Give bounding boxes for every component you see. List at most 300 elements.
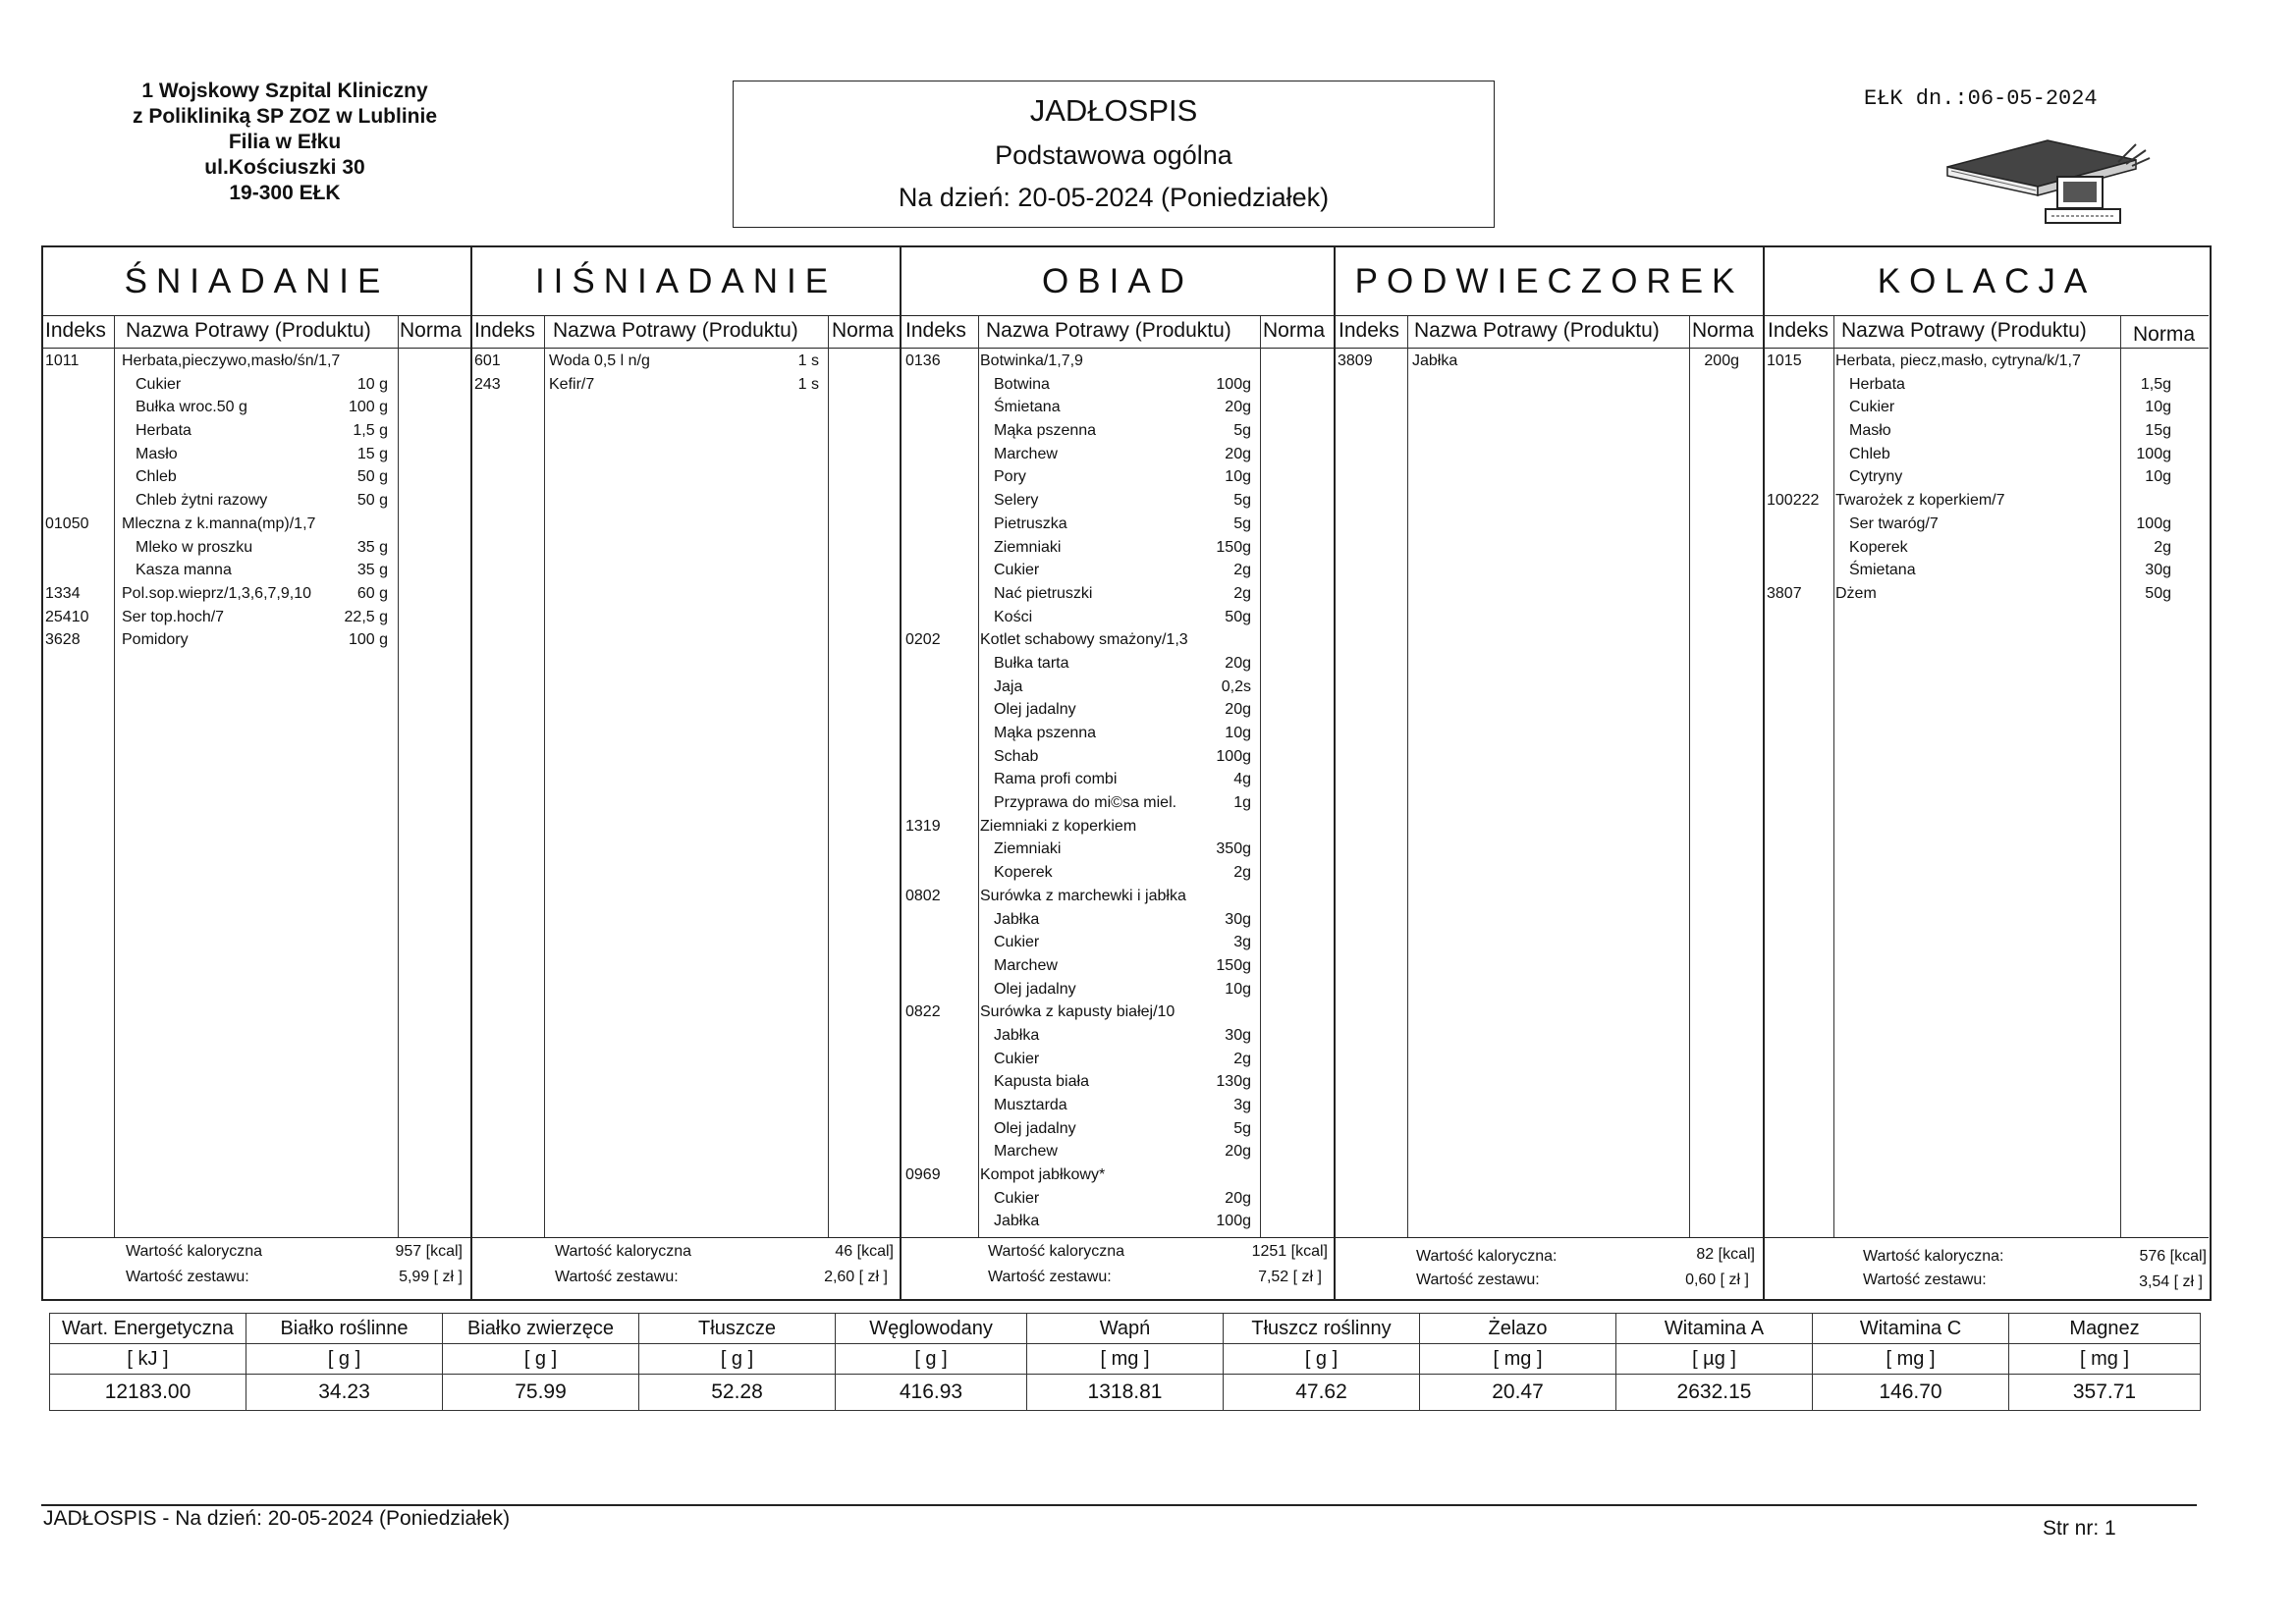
row-name: Mleczna z k.manna(mp)/1,7 xyxy=(122,514,316,532)
ingredient-row xyxy=(902,980,1334,1003)
row-norm: 100g xyxy=(1216,1213,1251,1230)
row-name: Kotlet schabowy smażony/1,3 xyxy=(980,631,1188,649)
ingredient-row xyxy=(902,1189,1334,1213)
row-name: Bułka wroc.50 g xyxy=(136,399,247,416)
row-name: Cukier xyxy=(136,375,182,393)
row-norm: 1g xyxy=(1233,794,1251,812)
row-norm: 30g xyxy=(2145,562,2171,579)
row-norm: 1,5g xyxy=(2140,375,2171,393)
price-label: Wartość zestawu: xyxy=(1416,1271,1540,1288)
row-name: Ser twaróg/7 xyxy=(1849,514,1939,532)
header-norm: Norma xyxy=(1263,319,1326,342)
diet-type: Podstawowa ogólna xyxy=(995,140,1232,170)
meal-section-kolacja xyxy=(1765,247,2209,1299)
calories-unit: [kcal] xyxy=(1718,1246,1755,1263)
nutrition-unit: [ kJ ] xyxy=(50,1344,246,1375)
column-divider xyxy=(544,316,545,1237)
row-name: Ziemniaki xyxy=(994,840,1062,858)
row-name: Kości xyxy=(994,608,1033,625)
dish-row xyxy=(902,887,1334,910)
row-name: Marchew xyxy=(994,956,1058,974)
row-norm: 3g xyxy=(1233,934,1251,951)
row-name: Cukier xyxy=(994,934,1040,951)
nutrition-unit: [ g ] xyxy=(246,1344,443,1375)
row-norm: 150g xyxy=(1216,538,1251,556)
row-norm: 22,5 g xyxy=(344,608,388,625)
title-box xyxy=(733,81,1495,228)
row-index: 0802 xyxy=(905,887,941,904)
ingredient-row xyxy=(1765,538,2209,562)
row-name: Kapusta biała xyxy=(994,1073,1089,1091)
nutrition-header: Węglowodany xyxy=(836,1314,1027,1344)
row-name: Nać pietruszki xyxy=(994,584,1093,602)
ingredient-row xyxy=(902,747,1334,771)
header-index: Indeks xyxy=(45,319,106,342)
price-label: Wartość zestawu: xyxy=(126,1269,249,1285)
meal-rows xyxy=(1765,352,2209,608)
calories-number: 576 xyxy=(2139,1248,2166,1265)
ingredient-row xyxy=(902,724,1334,747)
ingredient-row xyxy=(902,770,1334,793)
row-name: Mąka pszenna xyxy=(994,725,1097,741)
header-index: Indeks xyxy=(1768,319,1829,342)
hospital-line: 1 Wojskowy Szpital Kliniczny xyxy=(141,80,428,102)
calories-unit: [kcal] xyxy=(856,1243,894,1260)
calories-value xyxy=(396,1243,464,1261)
nutrition-header: Białko roślinne xyxy=(246,1314,443,1344)
row-norm: 130g xyxy=(1216,1073,1251,1091)
meal-rows xyxy=(472,352,900,398)
nutrition-value: 416.93 xyxy=(836,1375,1027,1411)
column-headers xyxy=(1765,316,2209,349)
meal-title: PODWIECZOREK xyxy=(1336,247,1763,316)
ingredient-row xyxy=(1765,375,2209,399)
nutrition-header: Wart. Energetyczna xyxy=(50,1314,246,1344)
row-norm: 10 g xyxy=(356,375,388,393)
row-norm: 10g xyxy=(1225,980,1251,998)
dish-row xyxy=(1336,352,1763,375)
nutrition-unit: [ mg ] xyxy=(1420,1344,1616,1375)
row-norm: 4g xyxy=(1233,771,1251,788)
row-norm: 50g xyxy=(2145,584,2171,602)
row-name: Cukier xyxy=(994,562,1040,579)
nutrition-header: Żelazo xyxy=(1420,1314,1616,1344)
meal-section-sniadanie xyxy=(43,247,472,1299)
meal-summary xyxy=(1336,1237,1763,1299)
row-name: Kefir/7 xyxy=(549,375,595,393)
row-norm: 35 g xyxy=(356,538,388,556)
row-name: Herbata, piecz,masło, cytryna/k/1,7 xyxy=(1835,352,2081,369)
column-headers xyxy=(1336,316,1763,349)
row-norm: 150g xyxy=(1216,956,1251,974)
ingredient-row xyxy=(1765,561,2209,584)
row-index: 25410 xyxy=(45,608,89,625)
meal-title: IIŚNIADANIE xyxy=(472,247,900,316)
dish-row xyxy=(43,352,470,375)
issue-date: EŁK dn.:06-05-2024 xyxy=(1864,86,2098,111)
column-headers xyxy=(43,316,470,349)
ingredient-row xyxy=(43,491,470,514)
header-norm: Norma xyxy=(400,319,463,342)
ingredient-row xyxy=(43,467,470,491)
row-index: 0969 xyxy=(905,1166,941,1184)
price-label: Wartość zestawu: xyxy=(1863,1271,1987,1288)
row-norm: 10g xyxy=(2145,399,2171,416)
dish-row xyxy=(902,630,1334,654)
dish-row xyxy=(902,352,1334,375)
row-name: Bułka tarta xyxy=(994,654,1069,672)
nutrition-header: Tłuszcze xyxy=(639,1314,836,1344)
row-index: 1011 xyxy=(45,352,80,369)
row-norm: 20g xyxy=(1225,399,1251,416)
column-divider xyxy=(1689,316,1690,1237)
nutrition-unit: [ mg ] xyxy=(2009,1344,2201,1375)
row-name: Jabłka xyxy=(994,1213,1040,1230)
price-value xyxy=(824,1269,888,1286)
row-norm: 1 s xyxy=(797,375,819,393)
row-name: Schab xyxy=(994,747,1039,765)
calories-number: 82 xyxy=(1696,1246,1715,1263)
row-name: Masło xyxy=(136,445,178,462)
row-name: Botwinka/1,7,9 xyxy=(980,352,1083,369)
row-name: Ziemniaki z koperkiem xyxy=(980,817,1137,835)
row-name: Selery xyxy=(994,492,1039,510)
calories-label: Wartość kaloryczna: xyxy=(1863,1248,2004,1265)
ingredient-row xyxy=(902,514,1334,538)
nutrition-value: 12183.00 xyxy=(50,1375,246,1411)
dish-row xyxy=(43,514,470,538)
row-norm: 5g xyxy=(1233,422,1251,440)
column-headers xyxy=(902,316,1334,349)
row-norm: 5g xyxy=(1233,514,1251,532)
book-and-computer-icon xyxy=(1940,133,2151,231)
ingredient-row xyxy=(902,933,1334,956)
row-index: 3807 xyxy=(1767,584,1802,602)
row-name: Cukier xyxy=(1849,399,1895,416)
row-norm: 2g xyxy=(1233,584,1251,602)
row-name: Jaja xyxy=(994,677,1023,695)
nutrition-table xyxy=(49,1313,2201,1411)
meal-rows xyxy=(43,352,470,654)
row-name: Przyprawa do mi©sa miel. xyxy=(994,794,1177,812)
nutrition-unit: [ mg ] xyxy=(1813,1344,2009,1375)
nutrition-header: Witamina A xyxy=(1616,1314,1813,1344)
row-name: Olej jadalny xyxy=(994,1119,1076,1137)
nutrition-unit: [ g ] xyxy=(836,1344,1027,1375)
row-norm: 5g xyxy=(1233,492,1251,510)
calories-label: Wartość kaloryczna xyxy=(555,1243,691,1260)
ingredient-row xyxy=(902,421,1334,445)
ingredient-row xyxy=(902,700,1334,724)
ingredient-row xyxy=(43,375,470,399)
row-name: Jabłka xyxy=(1412,352,1458,369)
price-number: 7,52 xyxy=(1258,1269,1289,1285)
row-name: Cytryny xyxy=(1849,468,1903,486)
nutrition-header: Białko zwierzęce xyxy=(443,1314,639,1344)
header-norm: Norma xyxy=(2133,323,2196,346)
meal-rows xyxy=(1336,352,1763,375)
row-name: Dżem xyxy=(1835,584,1877,602)
row-norm: 100g xyxy=(2136,514,2171,532)
row-index: 100222 xyxy=(1767,492,1820,510)
row-index: 243 xyxy=(474,375,501,393)
ingredient-row xyxy=(902,1212,1334,1235)
row-norm: 10g xyxy=(2145,468,2171,486)
ingredient-row xyxy=(902,467,1334,491)
ingredient-row xyxy=(1765,467,2209,491)
header-name: Nazwa Potrawy (Produktu) xyxy=(126,319,371,342)
meal-summary xyxy=(1765,1237,2209,1299)
ingredient-row xyxy=(902,1072,1334,1096)
price-unit: [ zł ] xyxy=(1292,1269,1322,1285)
row-name: Surówka z kapusty białej/10 xyxy=(980,1003,1175,1021)
ingredient-row xyxy=(1765,514,2209,538)
calories-label: Wartość kaloryczna: xyxy=(1416,1248,1558,1265)
row-name: Olej jadalny xyxy=(994,980,1076,998)
nutrition-value: 20.47 xyxy=(1420,1375,1616,1411)
meal-title: ŚNIADANIE xyxy=(43,247,470,316)
header-index: Indeks xyxy=(905,319,966,342)
price-unit: [ zł ] xyxy=(858,1269,888,1285)
meal-summary xyxy=(902,1237,1334,1299)
ingredient-row xyxy=(902,491,1334,514)
dish-row xyxy=(1765,352,2209,375)
row-norm: 100g xyxy=(1216,747,1251,765)
meal-rows xyxy=(902,352,1334,1235)
row-norm: 0,2s xyxy=(1221,677,1251,695)
row-norm: 100g xyxy=(2136,445,2171,462)
price-unit: [ zł ] xyxy=(433,1269,463,1285)
row-norm: 3g xyxy=(1233,1097,1251,1113)
row-name: Ser top.hoch/7 xyxy=(122,608,225,625)
nutrition-value: 357.71 xyxy=(2009,1375,2201,1411)
row-norm: 10g xyxy=(1225,725,1251,741)
price-value xyxy=(1258,1269,1322,1286)
price-value xyxy=(399,1269,463,1286)
row-index: 1319 xyxy=(905,817,941,835)
calories-label: Wartość kaloryczna xyxy=(126,1243,262,1260)
row-index: 0136 xyxy=(905,352,941,369)
row-name: Koperek xyxy=(994,864,1053,882)
dish-row xyxy=(472,375,900,399)
price-value xyxy=(1685,1271,1749,1289)
ingredient-row xyxy=(902,1119,1334,1143)
row-norm: 20g xyxy=(1225,1189,1251,1207)
row-name: Pietruszka xyxy=(994,514,1067,532)
price-number: 2,60 xyxy=(824,1269,855,1285)
footer-text: JADŁOSPIS - Na dzień: 20-05-2024 (Poniedziałek) xyxy=(43,1507,511,1530)
nutrition-unit: [ mg ] xyxy=(1027,1344,1224,1375)
footer-divider xyxy=(41,1504,2197,1506)
row-name: Pory xyxy=(994,468,1026,486)
nutrition-value: 146.70 xyxy=(1813,1375,2009,1411)
nutrition-value: 34.23 xyxy=(246,1375,443,1411)
row-norm: 100 g xyxy=(348,399,388,416)
meal-summary xyxy=(43,1237,470,1299)
row-norm: 350g xyxy=(1216,840,1251,858)
meal-section-obiad xyxy=(902,247,1336,1299)
header-norm: Norma xyxy=(1692,319,1755,342)
calories-number: 46 xyxy=(835,1243,853,1260)
column-divider xyxy=(1407,316,1408,1237)
meal-section-ii-sniadanie xyxy=(472,247,902,1299)
ingredient-row xyxy=(902,398,1334,421)
row-name: Botwina xyxy=(994,375,1050,393)
dish-row xyxy=(902,1165,1334,1189)
hospital-line: z Polikliniką SP ZOZ w Lublinie xyxy=(133,105,437,128)
calories-number: 1251 xyxy=(1251,1243,1287,1260)
price-number: 5,99 xyxy=(399,1269,430,1285)
calories-value xyxy=(835,1243,894,1261)
ingredient-row xyxy=(902,793,1334,817)
ingredient-row xyxy=(902,1096,1334,1119)
row-index: 0822 xyxy=(905,1003,941,1021)
row-norm: 5g xyxy=(1233,1119,1251,1137)
row-index: 01050 xyxy=(45,514,89,532)
dish-row xyxy=(43,608,470,631)
menu-date: Na dzień: 20-05-2024 (Poniedziałek) xyxy=(898,183,1330,212)
dish-row xyxy=(902,1002,1334,1026)
calories-value xyxy=(2140,1248,2208,1266)
nutrition-unit: [ µg ] xyxy=(1616,1344,1813,1375)
row-name: Masło xyxy=(1849,422,1891,440)
ingredient-row xyxy=(1765,421,2209,445)
price-number: 3,54 xyxy=(2139,1273,2170,1290)
row-name: Ziemniaki xyxy=(994,538,1062,556)
nutrition-value: 2632.15 xyxy=(1616,1375,1813,1411)
row-name: Twarożek z koperkiem/7 xyxy=(1835,492,2005,510)
header-name: Nazwa Potrawy (Produktu) xyxy=(1841,319,2087,342)
ingredient-row xyxy=(902,584,1334,608)
ingredient-row xyxy=(902,654,1334,677)
row-norm: 2g xyxy=(1233,562,1251,579)
dish-row xyxy=(43,630,470,654)
meal-title: KOLACJA xyxy=(1765,247,2209,316)
dish-row xyxy=(1765,491,2209,514)
price-number: 0,60 xyxy=(1685,1271,1717,1288)
price-label: Wartość zestawu: xyxy=(555,1269,679,1285)
calories-value xyxy=(1252,1243,1328,1261)
row-norm: 1,5 g xyxy=(353,422,388,440)
ingredient-row xyxy=(902,375,1334,399)
row-norm: 1 s xyxy=(797,352,819,369)
ingredient-row xyxy=(43,421,470,445)
row-name: Jabłka xyxy=(994,910,1040,928)
row-name: Olej jadalny xyxy=(994,701,1076,719)
header-norm: Norma xyxy=(832,319,895,342)
row-norm: 30g xyxy=(1225,910,1251,928)
price-unit: [ zł ] xyxy=(2173,1273,2203,1290)
row-name: Kasza manna xyxy=(136,562,232,579)
nutrition-value: 52.28 xyxy=(639,1375,836,1411)
ingredient-row xyxy=(902,1026,1334,1050)
header-index: Indeks xyxy=(474,319,535,342)
row-index: 0202 xyxy=(905,631,941,649)
row-norm: 60 g xyxy=(356,584,388,602)
ingredient-row xyxy=(902,956,1334,980)
document-title: JADŁOSPIS xyxy=(1029,93,1198,128)
ingredient-row xyxy=(1765,445,2209,468)
row-norm: 100 g xyxy=(348,631,388,649)
calories-unit: [kcal] xyxy=(2169,1248,2207,1265)
row-name: Pol.sop.wieprz/1,3,6,7,9,10 xyxy=(122,584,312,602)
header-name: Nazwa Potrawy (Produktu) xyxy=(553,319,798,342)
row-norm: 20g xyxy=(1225,701,1251,719)
header-index: Indeks xyxy=(1339,319,1399,342)
nutrition-value: 47.62 xyxy=(1224,1375,1420,1411)
row-norm: 20g xyxy=(1225,654,1251,672)
nutrition-unit: [ g ] xyxy=(443,1344,639,1375)
column-divider xyxy=(828,316,829,1237)
meal-summary xyxy=(472,1237,900,1299)
meal-title: OBIAD xyxy=(902,247,1334,316)
row-index: 1334 xyxy=(45,584,81,602)
calories-unit: [kcal] xyxy=(1290,1243,1328,1260)
row-name: Śmietana xyxy=(994,399,1061,416)
row-index: 1015 xyxy=(1767,352,1802,369)
calories-value xyxy=(1696,1246,1755,1264)
row-norm: 30g xyxy=(1225,1026,1251,1044)
row-name: Marchew xyxy=(994,445,1058,462)
ingredient-row xyxy=(902,445,1334,468)
row-name: Śmietana xyxy=(1849,562,1916,579)
row-norm: 2g xyxy=(1233,1050,1251,1067)
hospital-line: ul.Kościuszki 30 xyxy=(204,156,365,179)
meals-table xyxy=(41,245,2212,1301)
nutrition-unit-row xyxy=(50,1344,2201,1375)
nutrition-unit: [ g ] xyxy=(1224,1344,1420,1375)
calories-label: Wartość kaloryczna xyxy=(988,1243,1124,1260)
nutrition-header: Witamina C xyxy=(1813,1314,2009,1344)
nutrition-value: 75.99 xyxy=(443,1375,639,1411)
nutrition-header: Tłuszcz roślinny xyxy=(1224,1314,1420,1344)
ingredient-row xyxy=(902,863,1334,887)
nutrition-header-row xyxy=(50,1314,2201,1344)
row-norm: 10g xyxy=(1225,468,1251,486)
row-norm: 50g xyxy=(1225,608,1251,625)
ingredient-row xyxy=(43,538,470,562)
row-index: 601 xyxy=(474,352,501,369)
dish-row xyxy=(472,352,900,375)
row-name: Pomidory xyxy=(122,631,189,649)
row-norm: 15g xyxy=(2145,422,2171,440)
dish-row xyxy=(1765,584,2209,608)
row-norm: 100g xyxy=(1216,375,1251,393)
row-name: Kompot jabłkowy* xyxy=(980,1166,1106,1184)
row-name: Chleb żytni razowy xyxy=(136,492,268,510)
row-index: 3809 xyxy=(1338,352,1373,369)
row-name: Herbata,pieczywo,masło/śn/1,7 xyxy=(122,352,341,369)
row-norm: 20g xyxy=(1225,445,1251,462)
ingredient-row xyxy=(902,1142,1334,1165)
row-norm: 200g xyxy=(1704,352,1739,369)
ingredient-row xyxy=(902,910,1334,934)
nutrition-header: Magnez xyxy=(2009,1314,2201,1344)
row-norm: 50 g xyxy=(356,468,388,486)
row-name: Herbata xyxy=(1849,375,1905,393)
row-name: Chleb xyxy=(136,468,177,486)
row-name: Jabłka xyxy=(994,1026,1040,1044)
calories-number: 957 xyxy=(395,1243,422,1260)
header-name: Nazwa Potrawy (Produktu) xyxy=(986,319,1231,342)
ingredient-row xyxy=(1765,398,2209,421)
ingredient-row xyxy=(43,561,470,584)
row-name: Surówka z marchewki i jabłka xyxy=(980,887,1186,904)
price-label: Wartość zestawu: xyxy=(988,1269,1112,1285)
ingredient-row xyxy=(902,1050,1334,1073)
row-norm: 15 g xyxy=(356,445,388,462)
ingredient-row xyxy=(43,445,470,468)
